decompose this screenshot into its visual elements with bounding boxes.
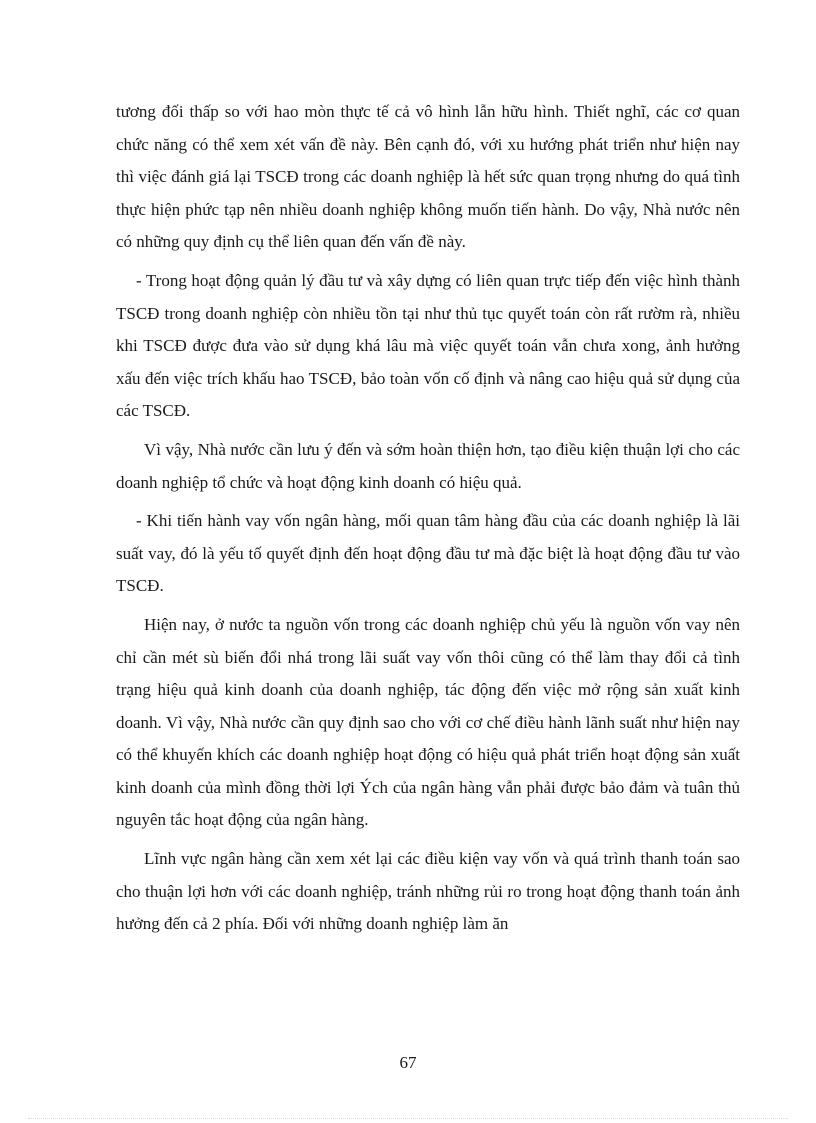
paragraph-bank-loans: - Khi tiến hành vay vốn ngân hàng, mối quan tâm hàng đầu của các doanh nghiệp là lãi suất vay, đó là yếu tố quyết định đến hoạt động đầu tư mà đặc biệt là hoạt động đầu tư vào TSCĐ. <box>116 511 740 596</box>
body-text <box>116 96 740 947</box>
paragraph-state-recommendation: Vì vậy, Nhà nước cần lưu ý đến và sớm hoàn thiện hơn, tạo điều kiện thuận lợi cho các doanh nghiệp tổ chức và hoạt động kinh doanh có hiệu quả. <box>116 439 740 492</box>
footer-divider <box>28 1118 788 1119</box>
paragraph-investment-management: - Trong hoạt động quản lý đầu tư và xây dựng có liên quan trực tiếp đến việc hình thành TSCĐ trong doanh nghiệp còn nhiều tồn tại như thủ tục quyết toán còn rất rườm rà, nhiều khi TSCĐ được đưa vào sử dụng khá lâu mà việc quyết toán vẫn chưa xong, ảnh hưởng xấu đến việc trích khấu hao TSCĐ, bảo toàn vốn cố định và nâng cao hiệu quả sử dụng của các TSCĐ. <box>116 270 740 421</box>
paragraph-interest-rate: Hiện nay, ở nước ta nguồn vốn trong các doanh nghiệp chủ yếu là nguồn vốn vay nên chỉ cần mét sù biến đổi nhá trong lãi suất vay vốn thôi cũng có thể làm thay đổi cả tình trạng hiệu quả kinh doanh của doanh nghiệp, tác động đến việc mở rộng sản xuất kinh doanh. Vì vậy, Nhà nước cần quy định sao cho với cơ chế điều hành lãnh suất như hiện nay có thể khuyến khích các doanh nghiệp hoạt động có hiệu quả phát triển hoạt động sản xuất kinh doanh của mình đồng thời lợi Ých của ngân hàng vẫn phải được bảo đảm và tuân thủ nguyên tắc hoạt động của ngân hàng. <box>116 614 740 830</box>
paragraph-banking-sector: Lĩnh vực ngân hàng cần xem xét lại các điều kiện vay vốn và quá trình thanh toán sao cho thuận lợi hơn với các doanh nghiệp, tránh những rủi ro trong hoạt động thanh toán ảnh hưởng đến cả 2 phía. Đối với những doanh nghiệp làm ăn <box>116 849 740 934</box>
paragraph-continuation: tương đối thấp so với hao mòn thực tế cả vô hình lẫn hữu hình. Thiết nghĩ, các cơ quan chức năng có thể xem xét vấn đề này. Bên cạnh đó, với xu hướng phát triển như hiện nay thì việc đánh giá lại TSCĐ trong các doanh nghiệp là hết sức quan trọng nhưng do quá tình thực hiện phức tạp nên nhiều doanh nghiệp không muốn tiến hành. Do vậy, Nhà nước nên có những quy định cụ thể liên quan đến vấn đề này. <box>116 102 740 252</box>
page-number: 67 <box>399 1053 417 1072</box>
